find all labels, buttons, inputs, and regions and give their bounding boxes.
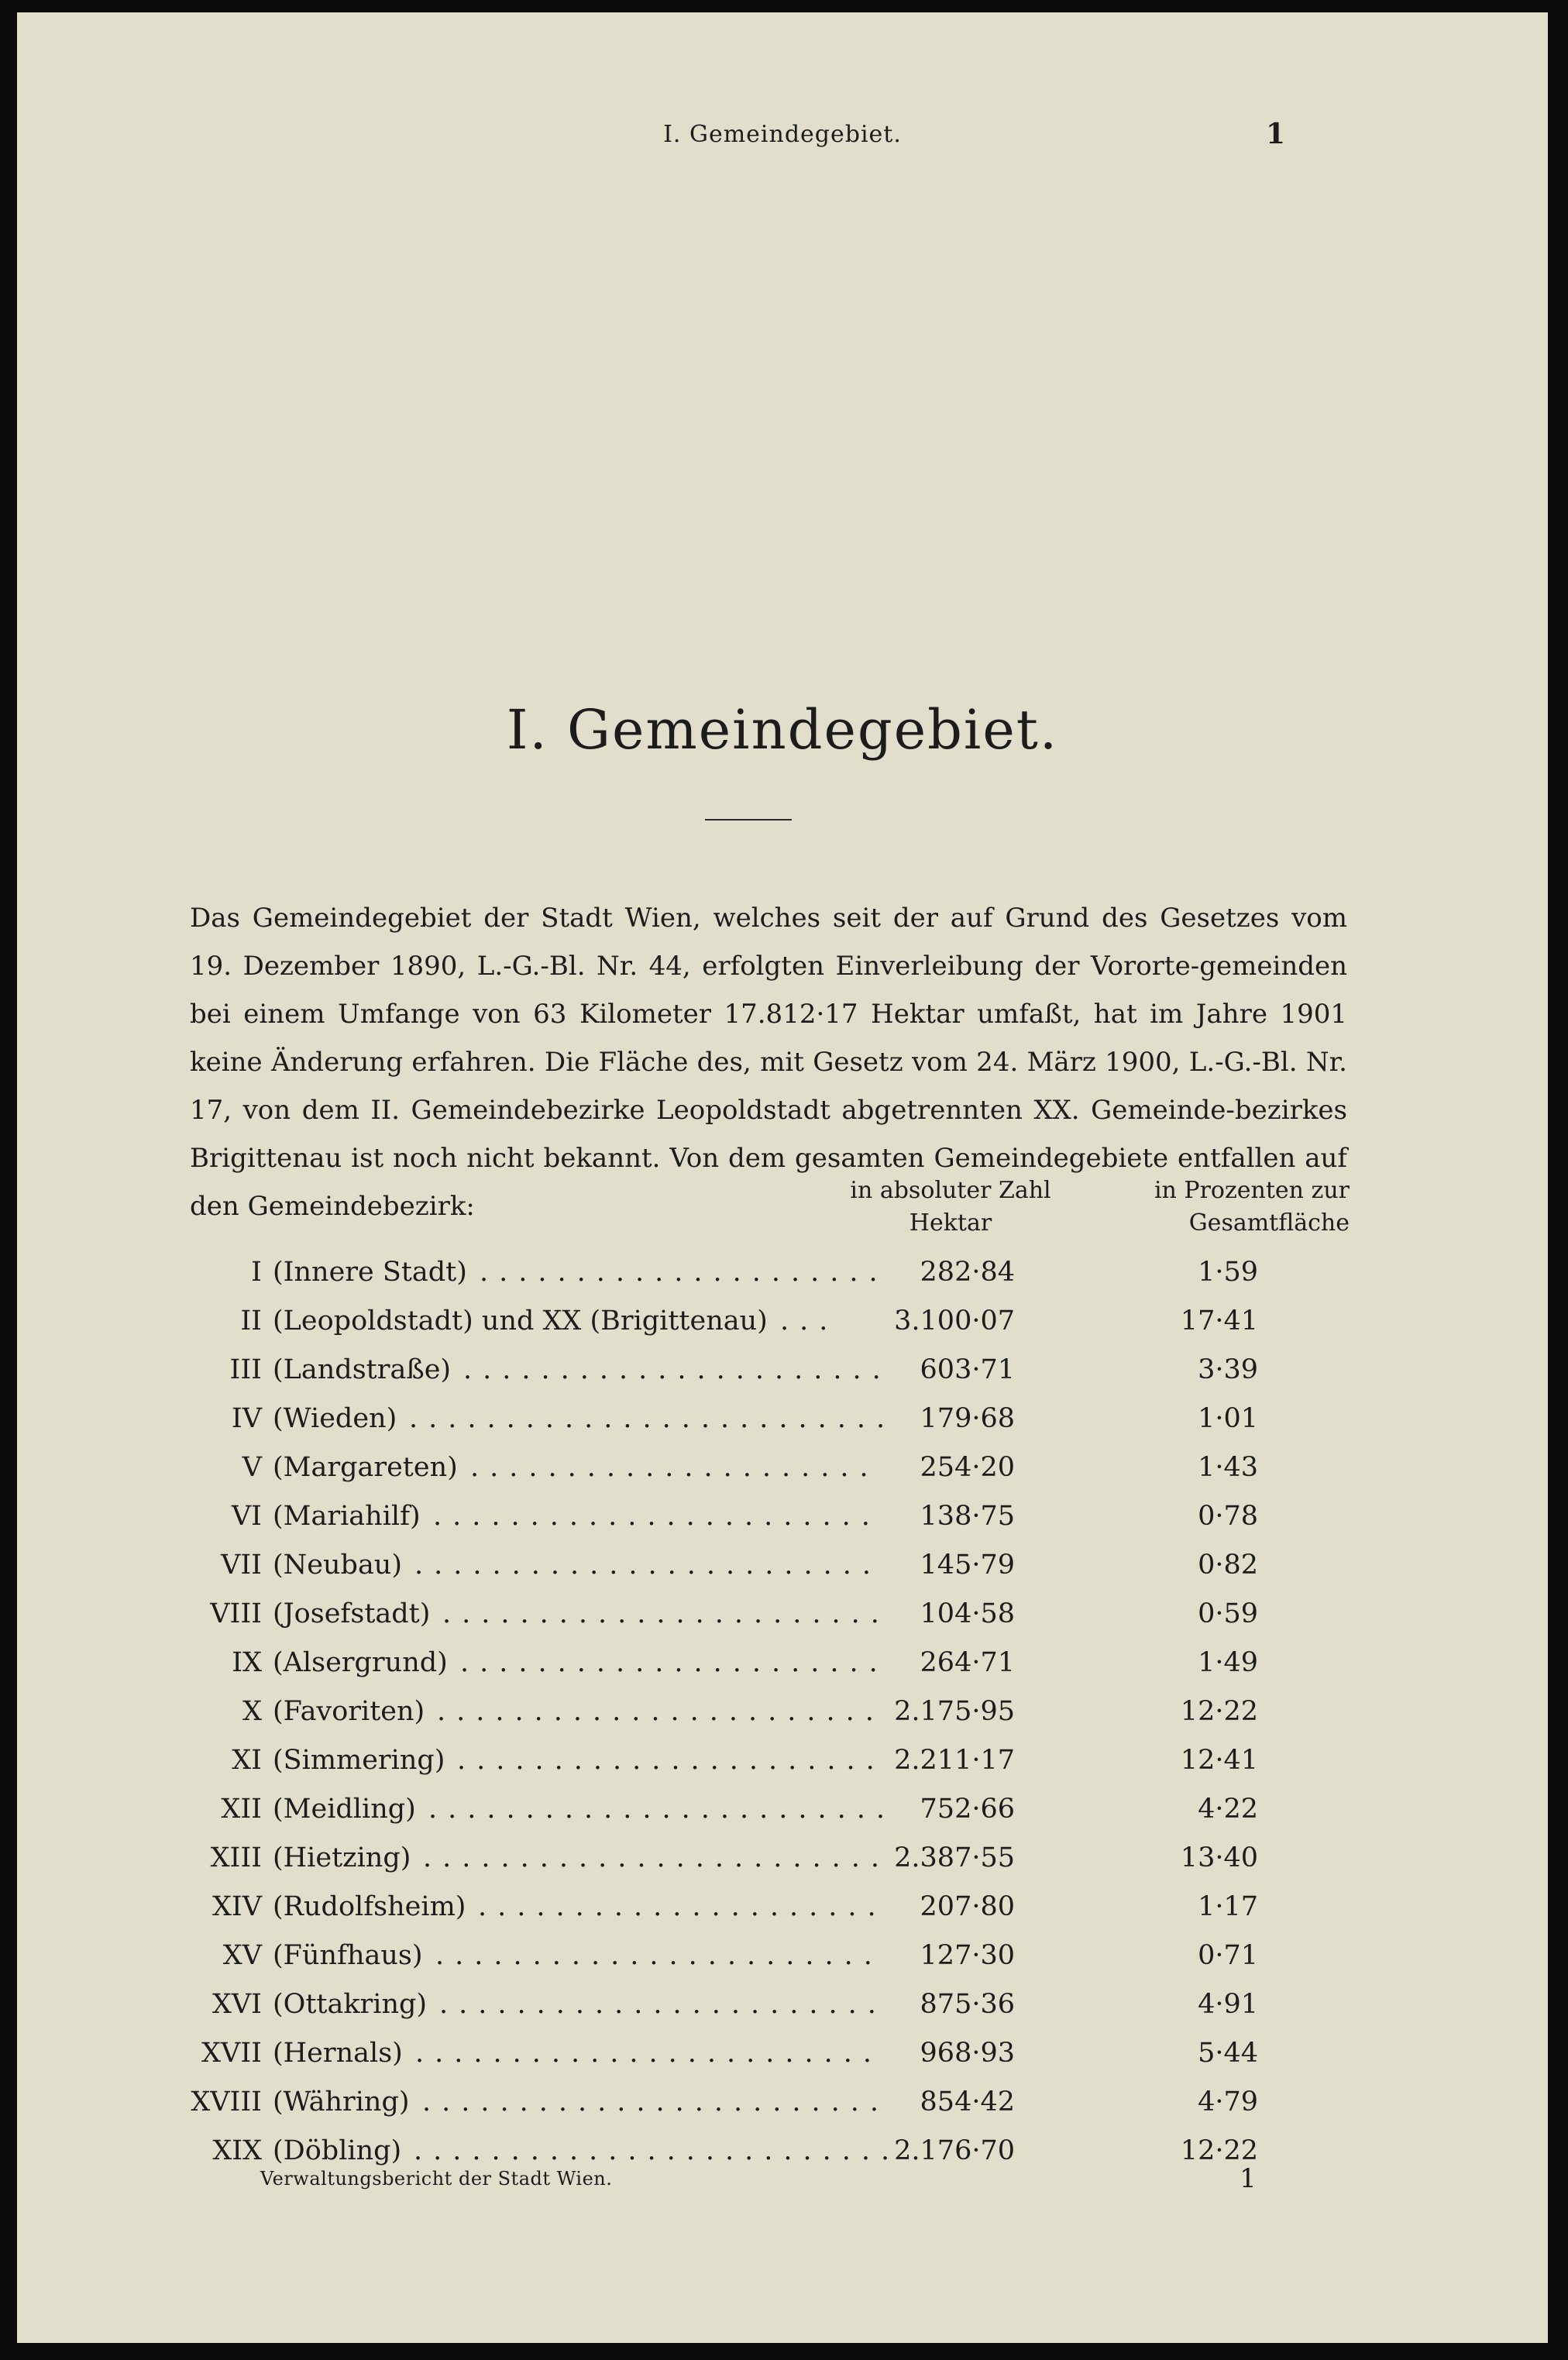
- district-percent: 1·49: [1198, 1647, 1258, 1678]
- table-row: [17, 1980, 1548, 2029]
- district-numeral: III: [229, 1354, 262, 1385]
- leader-dots: .......................: [437, 1696, 885, 1727]
- district-name: (Leopoldstadt) und XX (Brigittenau): [273, 1306, 768, 1337]
- table-row: [17, 2078, 1548, 2127]
- district-percent: 1·17: [1198, 1891, 1258, 1922]
- leader-dots: .....................: [470, 1452, 879, 1483]
- leader-dots: ........................: [422, 2087, 890, 2117]
- district-name: (Ottakring): [273, 1989, 428, 2020]
- district-name: (Simmering): [273, 1745, 445, 1776]
- table-row: [17, 2029, 1548, 2078]
- table-row: [17, 1297, 1548, 1346]
- table-row: [17, 1443, 1548, 1492]
- leader-dots: ......................: [460, 1647, 889, 1678]
- district-name: (Josefstadt): [273, 1598, 431, 1629]
- district-percent: 0·59: [1198, 1598, 1258, 1629]
- leader-dots: ........................: [415, 2038, 883, 2069]
- column-header-hectares: [834, 1175, 1067, 1240]
- intro-paragraph: Das Gemeindegebiet der Stadt Wien, welches seit der auf Grund des Gesetzes vom 19. Dezember 1890, L.-G.-Bl. Nr. 44, erfolgten Einverleibung der Vororte-gemeinden bei einem Umfange von 63 Kilometer 17.812·17 Hektar umfaßt, hat im Jahre 1901 keine Änderung erfahren. Die Fläche des, mit Gesetz vom 24. März 1900, L.-G.-Bl. Nr. 17, von dem II. Gemeindebezirke Leopoldstadt abgetrennten XX. Gemeinde-bezirkes Brigittenau ist noch nicht bekannt. Von dem gesamten Gemeindegebiete entfallen auf den Gemeindebezirk:: [190, 903, 1347, 1222]
- footer-source: Verwaltungsbericht der Stadt Wien.: [260, 2168, 613, 2190]
- table-row: [17, 1395, 1548, 1443]
- table-row: [17, 1492, 1548, 1541]
- district-numeral: XVIII: [191, 2087, 262, 2117]
- district-name: (Rudolfsheim): [273, 1891, 466, 1922]
- district-percent: 0·71: [1198, 1940, 1258, 1971]
- leader-dots: ...: [780, 1306, 839, 1337]
- footer-signature-number: 1: [1240, 2163, 1257, 2194]
- district-hectares: 282·84: [920, 1257, 1015, 1288]
- district-percent: 0·78: [1198, 1501, 1258, 1532]
- table-row: [17, 1932, 1548, 1980]
- table-row: [17, 1590, 1548, 1639]
- district-numeral: IX: [232, 1647, 262, 1678]
- district-hectares: 875·36: [920, 1989, 1015, 2020]
- district-hectares: 2.175·95: [894, 1696, 1015, 1727]
- district-percent: 12·41: [1180, 1745, 1258, 1776]
- column-header-percent-line2: Gesamtfläche: [1188, 1209, 1350, 1237]
- district-hectares: 179·68: [920, 1403, 1015, 1434]
- district-numeral: II: [240, 1306, 262, 1337]
- district-numeral: VI: [231, 1501, 262, 1532]
- leader-dots: ........................: [428, 1794, 896, 1825]
- district-percent: 4·79: [1198, 2087, 1258, 2117]
- page-number: 1: [1266, 118, 1286, 150]
- district-percent: 0·82: [1198, 1550, 1258, 1581]
- district-percent: 3·39: [1198, 1354, 1258, 1385]
- district-numeral: X: [242, 1696, 262, 1727]
- district-hectares: 2.387·55: [894, 1842, 1015, 1873]
- district-name: (Meidling): [273, 1794, 416, 1825]
- leader-dots: ......................: [463, 1354, 892, 1385]
- district-numeral: XVII: [201, 2038, 262, 2069]
- district-name: (Landstraße): [273, 1354, 452, 1385]
- column-header-hectares-line2: Hektar: [909, 1209, 992, 1237]
- district-hectares: 264·71: [920, 1647, 1015, 1678]
- district-table: [17, 1248, 1548, 2176]
- district-percent: 12·22: [1180, 2135, 1258, 2166]
- column-header-hectares-line1: in absoluter Zahl: [850, 1177, 1051, 1204]
- district-numeral: V: [242, 1452, 262, 1483]
- district-name: (Innere Stadt): [273, 1257, 467, 1288]
- district-name: (Hietzing): [273, 1842, 411, 1873]
- document-page: [17, 12, 1548, 2343]
- district-name: (Döbling): [273, 2135, 402, 2166]
- table-row: [17, 1541, 1548, 1590]
- district-name: (Hernals): [273, 2038, 403, 2069]
- table-row: [17, 1346, 1548, 1395]
- district-hectares: 207·80: [920, 1891, 1015, 1922]
- district-hectares: 138·75: [920, 1501, 1015, 1532]
- title-divider: [705, 819, 792, 820]
- district-hectares: 254·20: [920, 1452, 1015, 1483]
- district-hectares: 104·58: [920, 1598, 1015, 1629]
- leader-dots: .....................: [478, 1891, 887, 1922]
- district-hectares: 752·66: [920, 1794, 1015, 1825]
- district-hectares: 127·30: [920, 1940, 1015, 1971]
- district-hectares: 2.176·70: [894, 2135, 1015, 2166]
- leader-dots: .........................: [414, 2135, 901, 2166]
- district-numeral: XII: [221, 1794, 262, 1825]
- district-numeral: XV: [222, 1940, 262, 1971]
- table-row: [17, 1687, 1548, 1736]
- district-numeral: VII: [221, 1550, 262, 1581]
- district-percent: 12·22: [1180, 1696, 1258, 1727]
- district-hectares: 3.100·07: [894, 1306, 1015, 1337]
- table-row: [17, 1834, 1548, 1883]
- district-numeral: XIV: [211, 1891, 262, 1922]
- district-name: (Wieden): [273, 1403, 397, 1434]
- table-row: [17, 1736, 1548, 1785]
- running-header: I. Gemeindegebiet.: [663, 121, 902, 148]
- district-name: (Margareten): [273, 1452, 458, 1483]
- district-numeral: XVI: [211, 1989, 262, 2020]
- district-name: (Fünfhaus): [273, 1940, 423, 1971]
- table-row: [17, 1639, 1548, 1687]
- chapter-title: I. Gemeindegebiet.: [506, 698, 1059, 762]
- leader-dots: ........................: [423, 1842, 891, 1873]
- leader-dots: .......................: [442, 1598, 890, 1629]
- district-hectares: 2.211·17: [894, 1745, 1015, 1776]
- district-percent: 4·91: [1198, 1989, 1258, 2020]
- leader-dots: .....................: [480, 1257, 889, 1288]
- district-percent: 1·43: [1198, 1452, 1258, 1483]
- leader-dots: .........................: [409, 1403, 896, 1434]
- district-percent: 13·40: [1180, 1842, 1258, 1873]
- district-numeral: XIX: [212, 2135, 262, 2166]
- leader-dots: ........................: [414, 1550, 882, 1581]
- district-name: (Favoriten): [273, 1696, 425, 1727]
- district-numeral: XIII: [210, 1842, 262, 1873]
- district-numeral: VIII: [210, 1598, 262, 1629]
- leader-dots: .......................: [435, 1940, 883, 1971]
- district-hectares: 854·42: [920, 2087, 1015, 2117]
- table-row: [17, 1248, 1548, 1297]
- district-percent: 4·22: [1198, 1794, 1258, 1825]
- leader-dots: ......................: [457, 1745, 885, 1776]
- district-percent: 1·01: [1198, 1403, 1258, 1434]
- column-header-percent: [1094, 1175, 1350, 1240]
- district-hectares: 145·79: [920, 1550, 1015, 1581]
- district-name: (Neubau): [273, 1550, 403, 1581]
- district-name: (Alsergrund): [273, 1647, 448, 1678]
- district-name: (Mariahilf): [273, 1501, 421, 1532]
- table-row: [17, 1785, 1548, 1834]
- district-numeral: XI: [232, 1745, 262, 1776]
- district-name: (Währing): [273, 2087, 410, 2117]
- district-hectares: 603·71: [920, 1354, 1015, 1385]
- table-row: [17, 2127, 1548, 2176]
- district-hectares: 968·93: [920, 2038, 1015, 2069]
- leader-dots: .......................: [439, 1989, 887, 2020]
- leader-dots: .......................: [433, 1501, 881, 1532]
- district-percent: 5·44: [1198, 2038, 1258, 2069]
- district-percent: 17·41: [1180, 1306, 1258, 1337]
- table-row: [17, 1883, 1548, 1932]
- district-percent: 1·59: [1198, 1257, 1258, 1288]
- district-numeral: IV: [231, 1403, 262, 1434]
- column-header-percent-line1: in Prozenten zur: [1154, 1177, 1350, 1204]
- district-numeral: I: [251, 1257, 262, 1288]
